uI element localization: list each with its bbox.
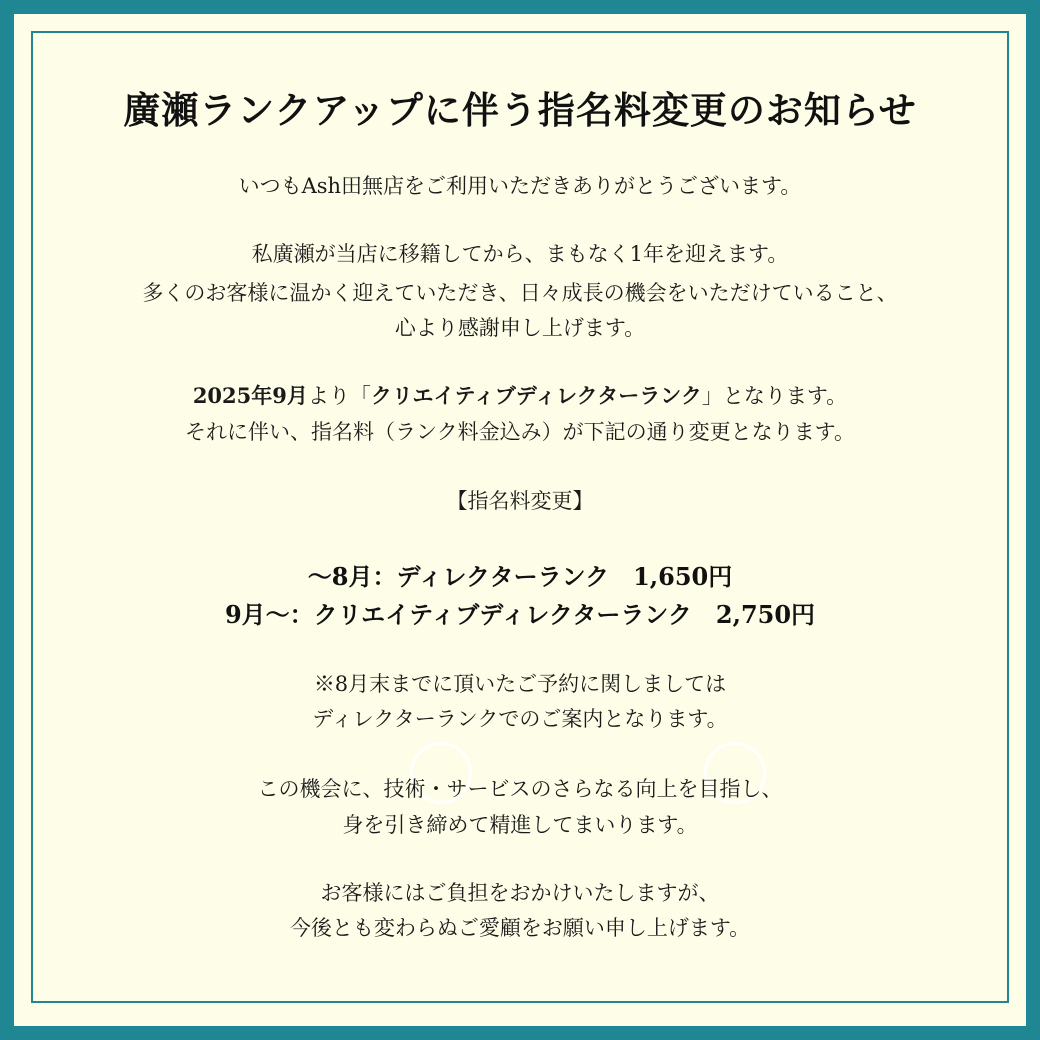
- rank-change-line-1: [0, 380, 1040, 410]
- rank-change-closing: 」となります。: [701, 384, 848, 408]
- greeting-text: いつもAsh田無店をご利用いただきありがとうございます。: [238, 174, 802, 198]
- rank-change-line-2: それに伴い、指名料（ランク料金込み）が下記の通り変更となります。: [185, 420, 855, 444]
- closing-line-1: お客様にはご負担をおかけいたしますが、: [320, 881, 720, 905]
- rank-change-date: 2025年9月: [192, 383, 308, 408]
- fee-heading: 【指名料変更】: [446, 489, 594, 513]
- notice-card: [14, 14, 1026, 1026]
- note-line-1: ※8月末までに頂いたご予約に関しましては: [313, 672, 727, 696]
- note-line-2: ディレクターランクでのご案内となります。: [312, 707, 728, 731]
- fee-item-until-august: 〜8月：ディレクターランク 1,650円: [307, 562, 733, 591]
- intro-line-2: 多くのお客様に温かく迎えていただき、日々成長の機会をいただけていること、: [142, 281, 898, 305]
- intro-line-1: 私廣瀬が当店に移籍してから、まもなく1年を迎えます。: [251, 242, 789, 266]
- rank-change-from: より「: [307, 384, 371, 408]
- intro-line-3: 心より感謝申し上げます。: [394, 316, 646, 340]
- commitment-line-2: 身を引き締めて精進してまいります。: [342, 813, 698, 837]
- fee-item-from-september: 9月〜：クリエイティブディレクターランク 2,750円: [224, 600, 816, 629]
- notice-title: 廣瀬ランクアップに伴う指名料変更のお知らせ: [123, 88, 917, 132]
- rank-name: クリエイティブディレクターランク: [370, 383, 702, 408]
- closing-line-2: 今後とも変わらぬご愛顧をお願い申し上げます。: [289, 916, 751, 940]
- commitment-line-1: この機会に、技術・サービスのさらなる向上を目指し、: [257, 777, 783, 801]
